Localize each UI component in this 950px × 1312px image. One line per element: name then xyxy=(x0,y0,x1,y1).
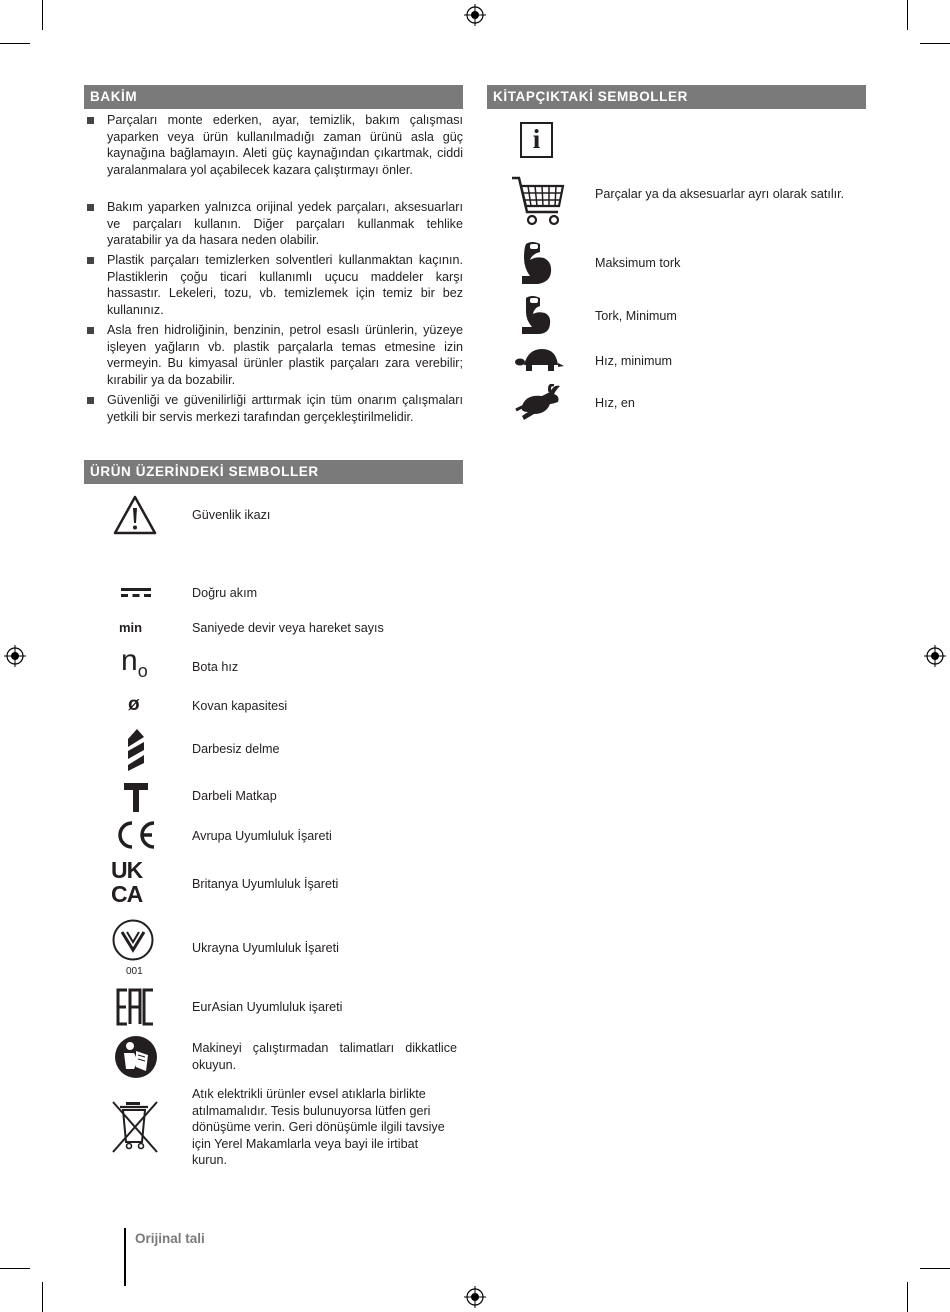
symbol-label: EurAsian Uyumluluk işareti xyxy=(192,1000,343,1014)
no-load-speed-icon xyxy=(121,646,161,682)
symbol-label: Tork, Minimum xyxy=(595,309,677,323)
symbol-label: Darbeli Matkap xyxy=(192,789,277,803)
read-manual-icon xyxy=(114,1035,158,1079)
turtle-icon xyxy=(514,345,564,375)
ce-mark-icon xyxy=(114,820,158,850)
list-item: Bakım yaparken yalnızca orijinal yedek parçaları, aksesuarları ve parçaları kullanın. Diğer parçaları kullanmak tehlike yaratabilir ya da hasara neden olabilir. xyxy=(87,199,463,249)
symbol-label: Bota hız xyxy=(192,660,239,674)
symbol-label: Parçalar ya da aksesuarlar ayrı olarak satılır. xyxy=(595,187,845,201)
crop-mark xyxy=(42,1282,43,1312)
crop-mark xyxy=(0,1268,30,1269)
section-header-product-symbols: ÜRÜN ÜZERİNDEKİ SEMBOLLER xyxy=(84,460,463,484)
section-header-booklet-symbols: KİTAPÇIKTAKİ SEMBOLLER xyxy=(487,85,866,109)
list-item: Parçaları monte ederken, ayar, temizlik, bakım çalışması yaparken veya ürün kullanılmadığı zaman ürünü asla güç kaynağına bağlamayın. Aleti güç kaynağından çıkartmak, ciddi yaralanmalara yol açabilecek kazara çalıştırmayı önler. xyxy=(87,112,463,178)
symbol-label: Atık elektrikli ürünler evsel atıklarla birlikte atılmamalıdır. Tesis bulunuyorsa lütfen geri dönüşüme verin. Geri dönüşümle ilgili tavsiye için Yerel Makamlarla veya bayi ile irtibat kurun. xyxy=(192,1087,445,1168)
symbol-label: Avrupa Uyumluluk İşareti xyxy=(192,829,332,843)
min-torque-arm-icon xyxy=(518,294,554,336)
ukca-uk: UK xyxy=(111,857,143,883)
ukca-mark-icon xyxy=(111,858,161,906)
rabbit-icon xyxy=(514,384,564,422)
registration-mark-icon xyxy=(464,1286,486,1308)
symbol-label: Saniyede devir veya hareket sayıs xyxy=(192,621,384,635)
footer-text: Orijinal tali xyxy=(135,1231,205,1246)
registration-mark-icon xyxy=(464,4,486,26)
no-load-speed-o: o xyxy=(137,661,148,681)
symbol-label: Doğru akım xyxy=(192,586,258,600)
symbol-label: Maksimum tork xyxy=(595,256,681,270)
eac-mark-icon xyxy=(116,988,156,1026)
footer-rule xyxy=(124,1228,126,1286)
crop-mark xyxy=(907,1282,908,1312)
warning-triangle-icon xyxy=(112,494,158,536)
drill-bit-icon xyxy=(124,729,148,771)
list-item: Plastik parçaları temizlerken solventleri kullanmaktan kaçının. Plastiklerin çoğu ticari kullanımlı uçucu maddeler karşı hassastır. Lekeleri, tozu, vb. temizlemek için temiz bir bez kullanınız. xyxy=(87,252,463,318)
no-load-speed-n: n xyxy=(121,644,138,677)
symbol-label: Hız, minimum xyxy=(595,354,672,368)
max-torque-arm-icon xyxy=(518,240,554,286)
symbol-label: Ukrayna Uyumluluk İşareti xyxy=(192,941,339,955)
weee-bin-icon xyxy=(108,1098,162,1156)
registration-mark-icon xyxy=(924,645,946,667)
crop-mark xyxy=(920,1268,950,1269)
direct-current-icon xyxy=(120,586,152,600)
ukraine-mark-icon xyxy=(111,918,155,962)
symbol-label xyxy=(192,1040,457,1073)
hammer-icon xyxy=(122,781,150,813)
symbol-label: Hız, en xyxy=(595,396,635,410)
symbol-label-text: Makineyi çalıştırmadan talimatları dikkatlice okuyun. xyxy=(192,1041,457,1072)
min-icon: min xyxy=(119,620,143,635)
shopping-cart-icon xyxy=(510,174,566,228)
registration-mark-icon xyxy=(4,645,26,667)
ukraine-mark-code: 001 xyxy=(126,966,143,977)
section-header-bakim: BAKİM xyxy=(84,85,463,109)
list-item: Asla fren hidroliğinin, benzinin, petrol esaslı ürünlerin, yüzeye işleyen yağların vb. plastik parçalarla temas etmesine izin vermeyin. Bu kimyasal ürünler plastik parçaları zara verebilir; kırabilir ya da bozabilir. xyxy=(87,322,463,388)
symbol-label: Kovan kapasitesi xyxy=(192,699,288,713)
symbol-label: Güvenlik ikazı xyxy=(192,508,271,522)
symbol-label: Britanya Uyumluluk İşareti xyxy=(192,877,339,891)
crop-mark xyxy=(42,0,43,30)
crop-mark xyxy=(907,0,908,30)
ukca-ca: CA xyxy=(111,881,143,907)
crop-mark xyxy=(0,43,30,44)
info-glyph: i xyxy=(532,124,541,154)
diameter-icon: ø xyxy=(128,694,140,715)
crop-mark xyxy=(920,43,950,44)
symbol-label: Darbesiz delme xyxy=(192,742,280,756)
list-item: Güvenliği ve güvenilirliği arttırmak için tüm onarım çalışmaları yetkili bir servis merkezi tarafından gerçekleştirilmelidir. xyxy=(87,392,463,425)
info-icon xyxy=(520,122,553,158)
